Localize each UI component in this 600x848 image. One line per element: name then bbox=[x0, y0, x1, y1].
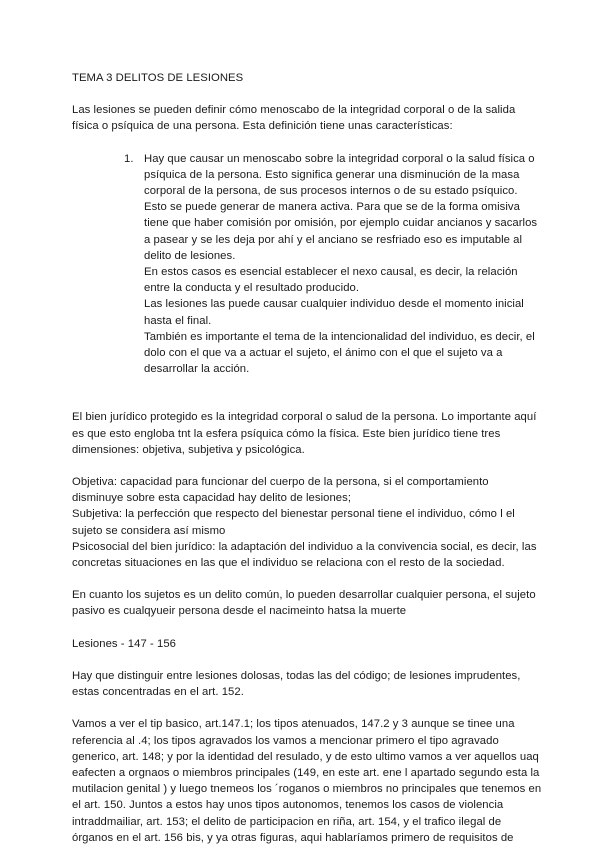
list-paragraph: Hay que causar un menoscabo sobre la integridad corporal o la salud física o psíquica de la persona. Esto significa generar una disminución de la masa corporal de la persona, de sus procesos internos o de su estado psíquico. Esto se puede generar de manera activa. Para que se de la forma omisiva tiene que haber comisión por omisión, por ejemplo cuidar ancianos y sacarlos a pasear y se les deja por ahí y el anciano se resfriado eso es imputable al delito de lesiones. bbox=[144, 152, 538, 262]
sujetos-paragraph: En cuanto los sujetos es un delito común, lo pueden desarrollar cualquier persona, el sujeto pasivo es cualqyueir persona desde el nacimeinto hatsa la muerte bbox=[72, 589, 536, 618]
list-item-number: 1. bbox=[124, 152, 134, 165]
distinguir-paragraph: Hay que distinguir entre lesiones dolosas, todas las del código; de lesiones imprudentes, estas concentradas en el art. 152. bbox=[72, 669, 521, 699]
list-paragraph: También es importante el tema de la intencionalidad del individuo, es decir, el dolo con el que va a actuar el sujeto, el ánimo con el que el sujeto va a desarrollar la acción. bbox=[144, 330, 535, 376]
dimension-subjetiva: Subjetiva: la perfección que respecto del bienestar personal tiene el individuo, cómo l el sujeto se considera así mismo bbox=[72, 508, 515, 537]
dimension-objetiva: Objetiva: capacidad para funcionar del cuerpo de la persona, si el comportamiento disminuye sobre esta capacidad hay delito de lesiones; bbox=[72, 476, 489, 505]
bien-juridico-paragraph: El bien jurídico protegido es la integridad corporal o salud de la persona. Lo importante aquí es que esto engloba tnt la esfera psíquica cómo la física. Este bien jurídico tiene tres dimensiones: objetiva, subjetiva y psicológica. bbox=[72, 411, 537, 456]
tipos-paragraph: Vamos a ver el tip basico, art.147.1; los tipos atenuados, 147.2 y 3 aunque se tinee una referencia al .4; los tipos agravados los vamos a mencionar primero el tipo agravado generico, art. 148; y por la identidad del resulado, y de esto ultimo vamos a ver aquellos uaq eafecten a orgnaos o miembros principales (149, en este art. ene l apartado segundo esta la mutilacion genital ) y luego tnemeos los ´roganos o miembros no principales que tenemos en el art. 150. Juntos a estos hay unos tipos autonomos, tenemos los casos de violencia intraddmailiar, art. 153; el delito de participacion en riña, art. 154, y el trafico ilegal de órganos en el art. 156 bis, y ya otras figuras, aqui hablaríamos primero de requisitos de bbox=[72, 718, 542, 844]
list-item bbox=[72, 151, 542, 378]
dimension-psicosocial: Psicosocial del bien jurídico: la adaptación del individuo a la convivencia social, es decir, las concretas situaciones en las que el individuo se relaciona con el resto de la sociedad. bbox=[72, 540, 537, 570]
characteristics-list bbox=[72, 151, 542, 378]
document-body bbox=[72, 70, 542, 846]
section-heading-lesiones: Lesiones - 147 - 156 bbox=[72, 637, 176, 650]
intro-paragraph: Las lesiones se pueden definir cómo menoscabo de la integridad corporal o de la salida física o psíquica de una persona. Esta definición tiene unas características: bbox=[72, 104, 516, 133]
list-paragraph: Las lesiones las puede causar cualquier individuo desde el momento inicial hasta el final. bbox=[144, 298, 524, 327]
list-paragraph: En estos casos es esencial establecer el nexo causal, es decir, la relación entre la conducta y el resultado producido. bbox=[144, 266, 518, 295]
document-title: TEMA 3 DELITOS DE LESIONES bbox=[72, 72, 244, 84]
